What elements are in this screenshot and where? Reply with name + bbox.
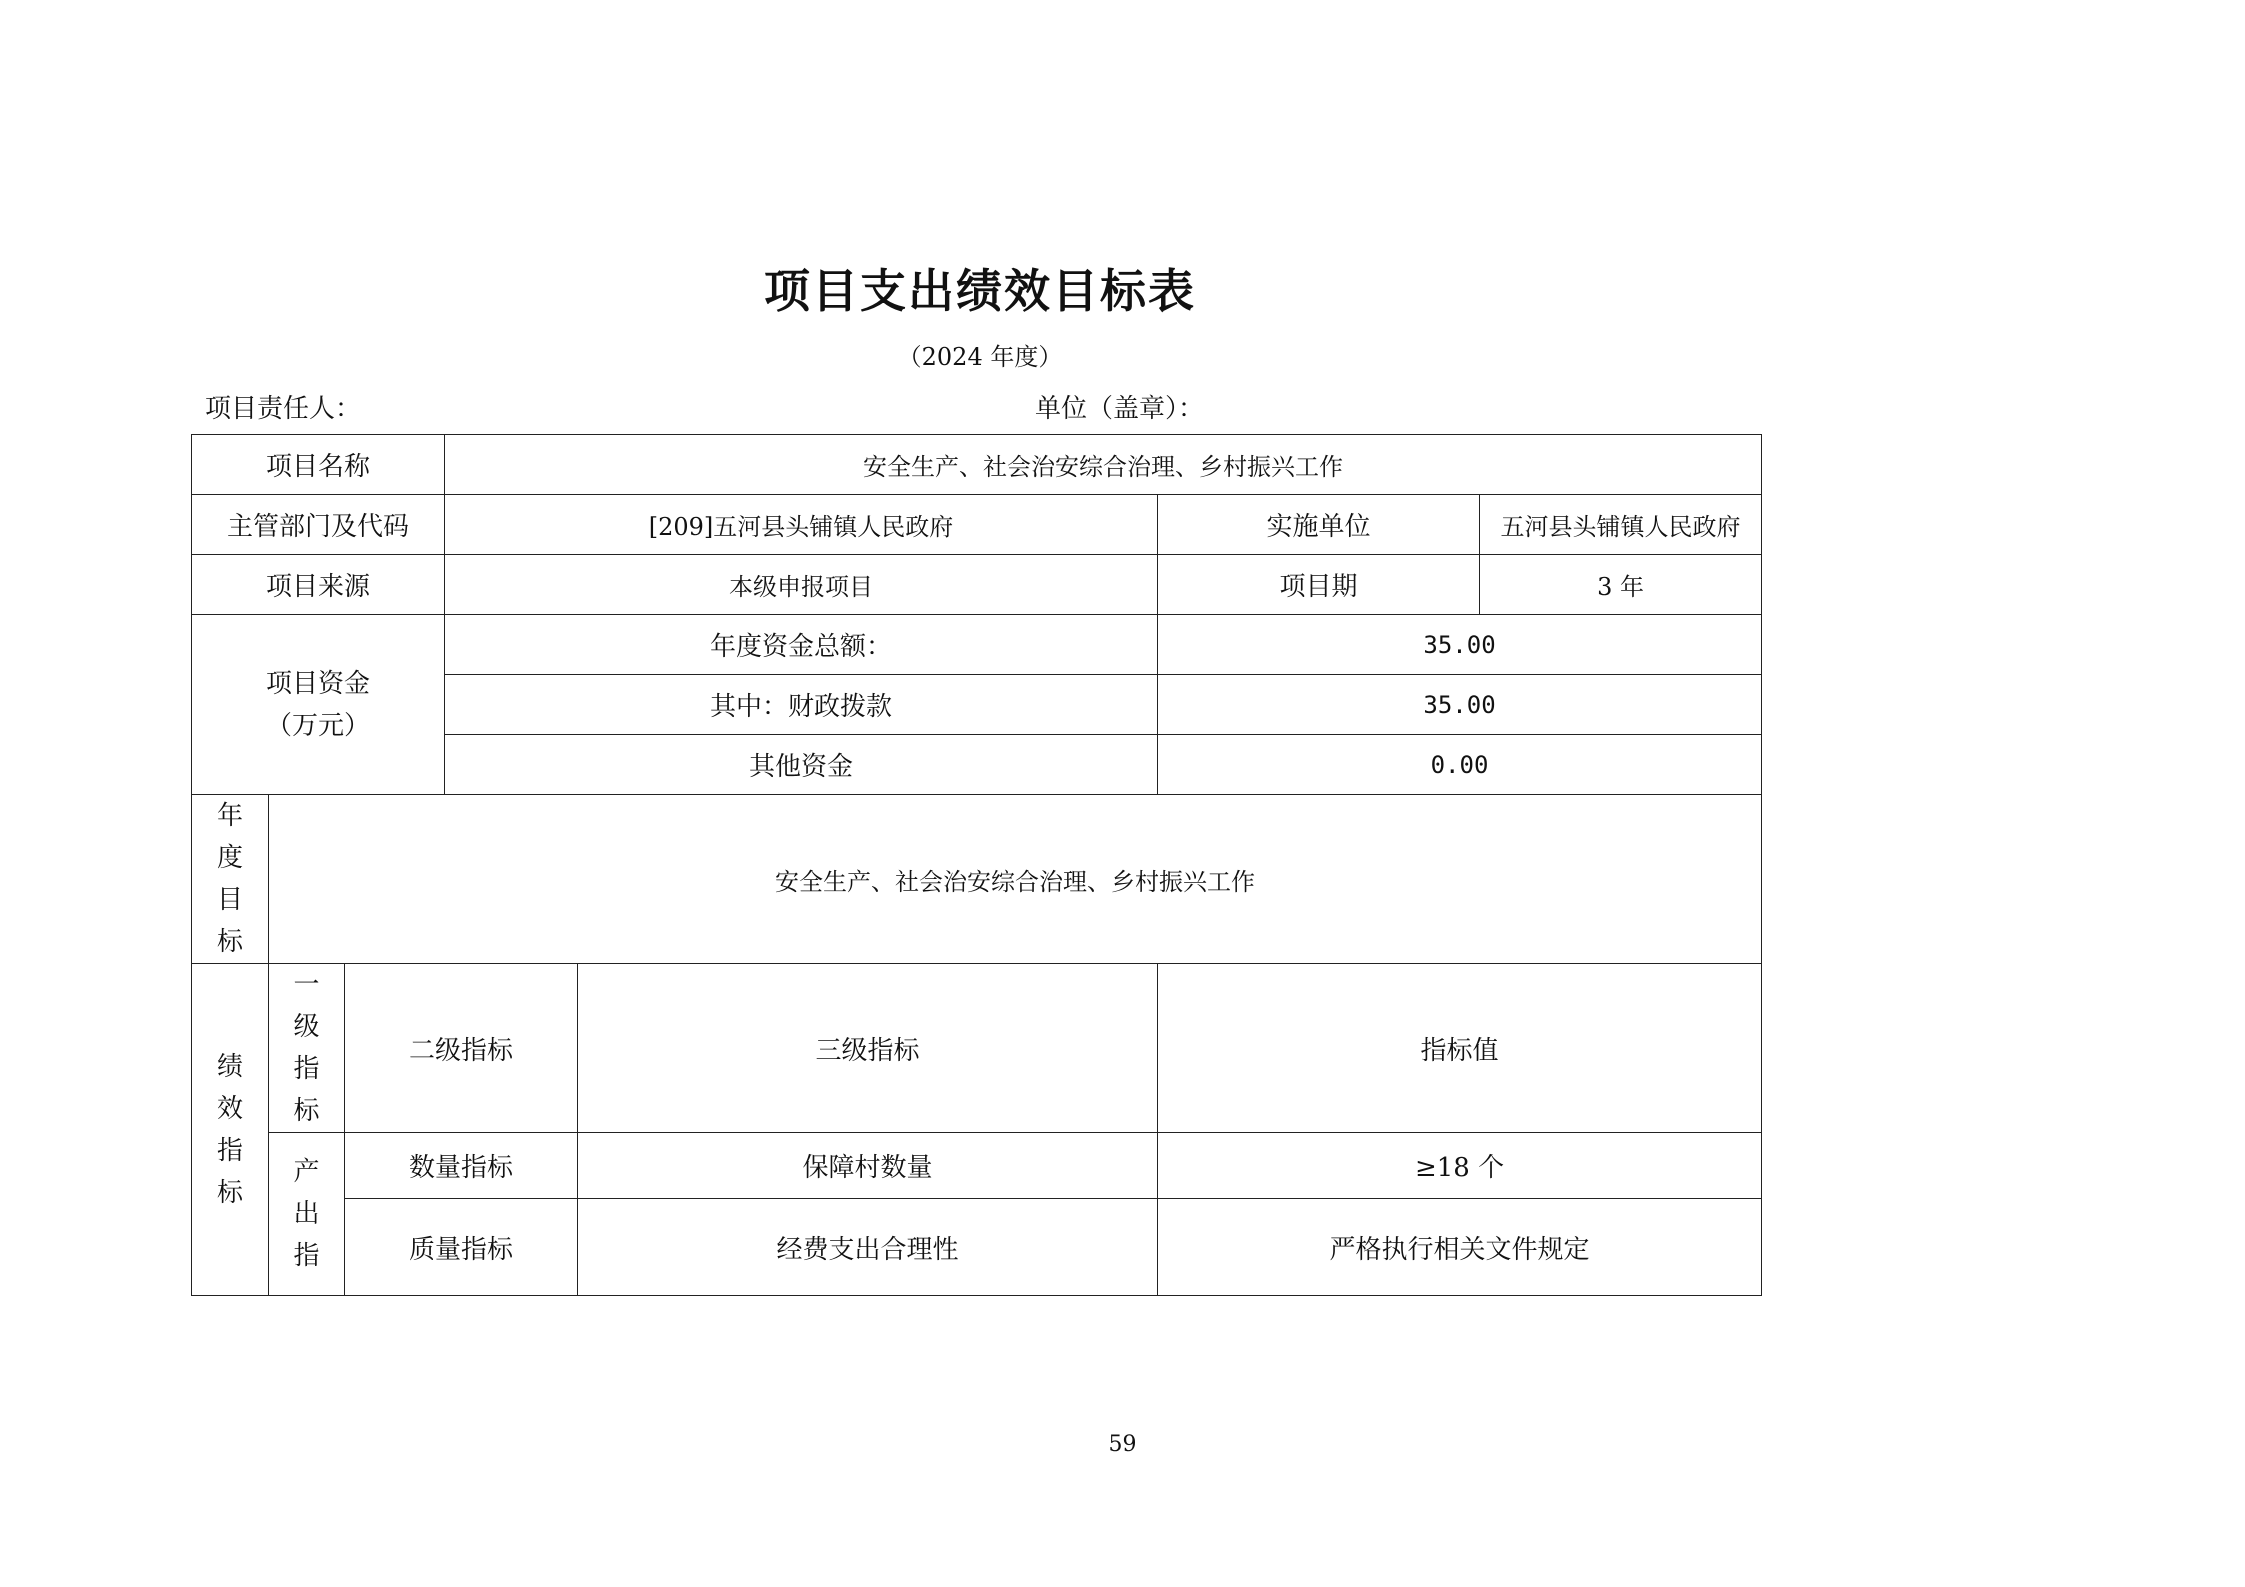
finance-funds-label: 其中：财政拨款 — [445, 675, 1158, 735]
table-row — [192, 795, 1762, 964]
year-label: （2024 年度） — [897, 343, 1063, 371]
total-funds-label: 年度资金总额： — [445, 615, 1158, 675]
output-indicator-label: 产出指 — [269, 1133, 345, 1296]
table-row — [192, 615, 1762, 675]
indicator-value-cell: 严格执行相关文件规定 — [1158, 1199, 1762, 1296]
unit-seal-label: 单位（盖章）： — [1035, 394, 1205, 424]
other-funds-label: 其他资金 — [445, 735, 1158, 795]
period-label: 项目期 — [1158, 555, 1480, 615]
impl-unit-value: 五河县头铺镇人民政府 — [1480, 495, 1762, 555]
dept-label: 主管部门及代码 — [192, 495, 445, 555]
source-label: 项目来源 — [192, 555, 445, 615]
table-row — [192, 1133, 1762, 1199]
impl-unit-label: 实施单位 — [1158, 495, 1480, 555]
finance-funds-value: 35.00 — [1158, 675, 1762, 735]
level3-cell: 经费支出合理性 — [578, 1199, 1158, 1296]
dept-value: [209]五河县头铺镇人民政府 — [445, 495, 1158, 555]
performance-table — [191, 434, 1762, 1296]
table-row — [192, 495, 1762, 555]
table-row — [192, 435, 1762, 495]
funds-label-line2: （万元） — [266, 710, 371, 741]
page-title: 项目支出绩效目标表 — [764, 264, 1196, 318]
level3-header: 三级指标 — [578, 964, 1158, 1133]
level2-cell: 数量指标 — [345, 1133, 578, 1199]
table-row — [192, 1199, 1762, 1296]
period-value: 3 年 — [1480, 555, 1762, 615]
table-row — [192, 555, 1762, 615]
total-funds-value: 35.00 — [1158, 615, 1762, 675]
page-number: 59 — [1108, 1432, 1137, 1457]
source-value: 本级申报项目 — [445, 555, 1158, 615]
performance-indicators-label: 绩效指标 — [192, 964, 269, 1296]
value-header: 指标值 — [1158, 964, 1762, 1133]
indicator-value-cell: ≥18 个 — [1158, 1133, 1762, 1199]
funds-label — [192, 615, 445, 795]
level3-cell: 保障村数量 — [578, 1133, 1158, 1199]
project-owner-label: 项目责任人： — [205, 394, 362, 424]
project-name-value: 安全生产、社会治安综合治理、乡村振兴工作 — [445, 435, 1762, 495]
annual-goal-label: 年度目标 — [192, 795, 269, 964]
level1-header: 一级指标 — [269, 964, 345, 1133]
other-funds-value: 0.00 — [1158, 735, 1762, 795]
funds-label-line1: 项目资金 — [266, 668, 371, 699]
table-row — [192, 964, 1762, 1133]
level2-cell: 质量指标 — [345, 1199, 578, 1296]
level2-header: 二级指标 — [345, 964, 578, 1133]
annual-goal-value: 安全生产、社会治安综合治理、乡村振兴工作 — [269, 795, 1762, 964]
project-name-label: 项目名称 — [192, 435, 445, 495]
